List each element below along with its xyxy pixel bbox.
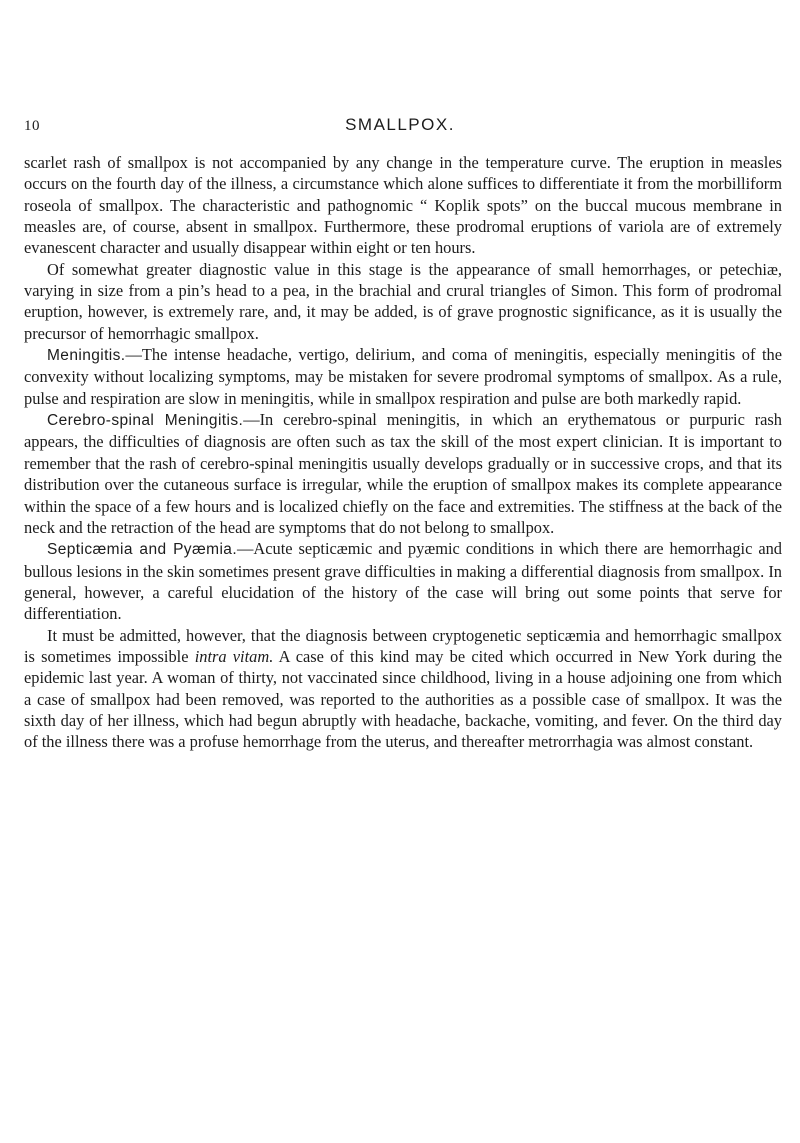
paragraph-6 [24, 625, 782, 753]
paragraph-septicaemia [24, 538, 782, 624]
paragraph-6-text-a: It must be admitted, however, that the diagnosis between cryptogenetic septicæmia and hemorrhagic smallpox is sometimes impossible [24, 625, 782, 666]
body-text [24, 152, 782, 753]
paragraph-septicaemia-text: —Acute septicæmic and pyæmic conditions in which there are hemorrhagic and bullous lesions in the skin sometimes present grave difficulties in making a differential diagnosis from smallpox. In general, however, a careful elucidation of the history of the case will bring out some points that serve for differentiation. [24, 539, 782, 624]
paragraph-1: scarlet rash of smallpox is not accompanied by any change in the temperature curve. The eruption in measles occurs on the fourth day of the illness, a circumstance which alone suffices to differentiate it from the morbilliform roseola of smallpox. The characteristic and pathognomic “ Koplik spots” on the buccal mucous membrane in measles are, of course, absent in smallpox. Furthermore, these prodromal eruptions of variola are of extremely evanescent character and usually disappear within eight or ten hours. [24, 153, 782, 258]
running-head: SMALLPOX. [345, 115, 455, 134]
section-heading-cerebro-spinal: Cerebro-spinal Meningitis. [47, 412, 244, 430]
latin-phrase: intra vitam. [194, 646, 274, 666]
paragraph-2: Of somewhat greater diagnostic value in this stage is the appearance of small hemorrhages, or petechiæ, varying in size from a pin’s head to a pea, in the brachial and crural triangles of Simon. This form of prodromal eruption, however, is extremely rare, and, it may be added, is of grave prognostic significance, as it is usually the precursor of hemorrhagic smallpox. [24, 259, 782, 343]
paragraph-cerebro-spinal-text: —In cerebro-spinal meningitis, in which an erythematous or purpuric rash appears, the difficulties of diagnosis are often such as tax the skill of the most expert clinician. It is important to remember that the rash of cerebro-spinal meningitis usually develops gradually or in successive crops, and that its distribution over the cutaneous surface is irregular, while the eruption of smallpox makes its complete appearance within the space of a few hours and is localized chiefly on the face and extremities. The stiffness at the back of the neck and the retraction of the head are symptoms that do not belong to smallpox. [24, 410, 782, 537]
paragraph-6-text-b: A case of this kind may be cited which occurred in New York during the epidemic last year. A woman of thirty, not vaccinated since childhood, living in a house adjoining one from which a case of smallpox had been removed, was reported to the authorities as a possible case of smallpox. It was the sixth day of her illness, which had begun abruptly with headache, backache, vomiting, and fever. On the third day of the illness there was a profuse hemorrhage from the uterus, and thereafter metrorrhagia was almost constant. [24, 646, 782, 752]
paragraph-meningitis-text: —The intense headache, vertigo, delirium, and coma of meningitis, especially meningitis of the convexity without localizing symptoms, may be mistaken for severe prodromal symptoms of smallpox. As a rule, pulse and respiration are slow in meningitis, while in smallpox respiration and pulse are both markedly rapid. [24, 345, 782, 408]
paragraph-cerebro-spinal [24, 409, 782, 538]
page-number: 10 [24, 118, 40, 134]
paragraph-meningitis [24, 344, 782, 409]
section-heading-septicaemia: Septicæmia and Pyæmia. [47, 541, 238, 559]
section-heading-meningitis: Meningitis. [47, 347, 126, 365]
